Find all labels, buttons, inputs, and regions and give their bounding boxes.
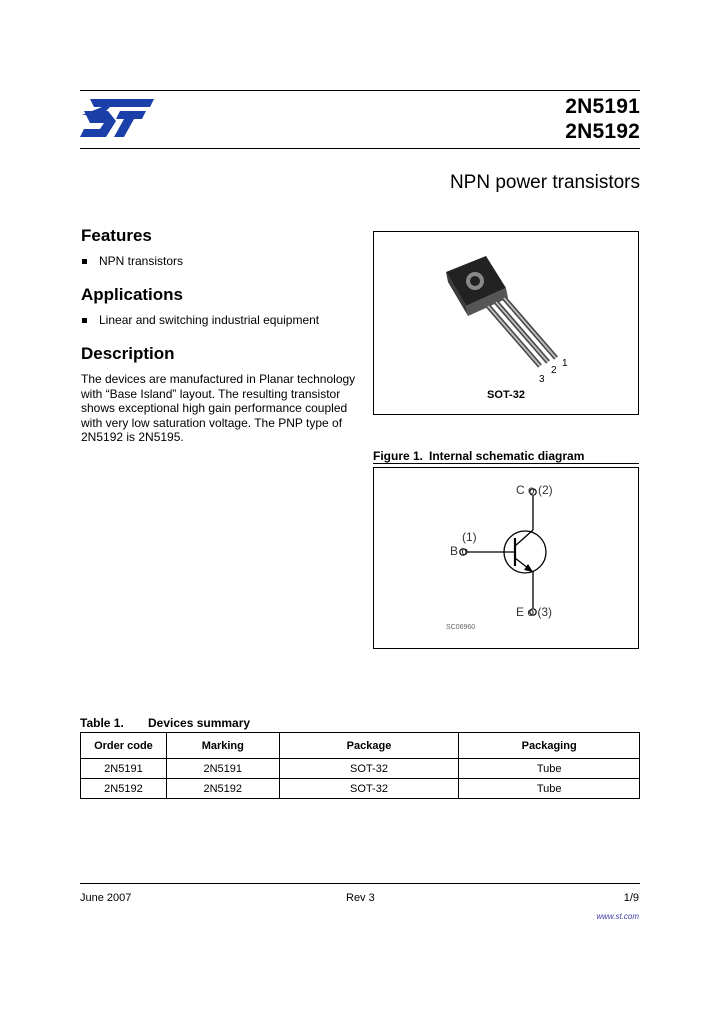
- table-row: [81, 759, 640, 779]
- package-label: SOT-32: [487, 389, 525, 401]
- figure-code: SC06960: [446, 624, 476, 631]
- applications-heading: Applications: [81, 285, 184, 304]
- pin-label-3: 3: [539, 374, 545, 385]
- header-rule-top: [80, 90, 640, 91]
- collector-label: C o (2): [516, 483, 553, 497]
- feature-item-text: NPN transistors: [99, 254, 184, 268]
- bullet-square-icon: [82, 318, 87, 323]
- footer-page-number: 1/9: [623, 892, 639, 904]
- table-cell: 2N5192: [81, 779, 167, 799]
- table-row: [81, 779, 640, 799]
- table-cell: SOT-32: [279, 759, 459, 779]
- table-cell: Tube: [459, 779, 640, 799]
- table1-title: Devices summary: [148, 716, 251, 730]
- bullet-square-icon: [82, 259, 87, 264]
- table-cell: 2N5191: [166, 759, 279, 779]
- pin-label-2: 2: [551, 365, 557, 376]
- package-figure: [373, 231, 639, 415]
- footer-url-link[interactable]: www.st.com: [596, 912, 639, 921]
- description-text: The devices are manufactured in Planar technology with “Base Island” layout. The resulting transistor shows exceptional high gain performance coupled with very low saturation voltage. The PNP type of 2N5192 is 2N5195.: [81, 372, 356, 444]
- header-rule-bottom: [80, 148, 640, 149]
- table-cell: 2N5191: [81, 759, 167, 779]
- figure1-caption-rule: [373, 463, 639, 464]
- table-cell: 2N5192: [166, 779, 279, 799]
- figure1-caption: [373, 449, 584, 463]
- document-subtitle: NPN power transistors: [449, 172, 640, 193]
- st-logo: [80, 97, 156, 139]
- column-header: Marking: [166, 733, 279, 759]
- table1-number: Table 1.: [80, 716, 124, 730]
- pin-label-1: 1: [562, 358, 568, 369]
- base-pin-label: (1): [462, 530, 477, 544]
- sot32-package-drawing: [442, 250, 572, 380]
- npn-transistor-symbol: [374, 468, 638, 648]
- figure1-number: Figure 1.: [373, 449, 424, 463]
- application-item-text: Linear and switching industrial equipment: [99, 313, 320, 327]
- column-header: Packaging: [459, 733, 640, 759]
- base-label: B o: [450, 544, 469, 558]
- part-number-1: 2N5191: [565, 95, 640, 118]
- devices-summary-table: [80, 732, 640, 799]
- application-item: [82, 313, 319, 327]
- footer-revision: Rev 3: [346, 892, 375, 904]
- column-header: Package: [279, 733, 459, 759]
- features-heading: Features: [81, 226, 152, 245]
- emitter-label: E o (3): [516, 605, 553, 619]
- column-header: Order code: [81, 733, 167, 759]
- footer-rule: [80, 883, 640, 884]
- figure1-title: Internal schematic diagram: [429, 449, 585, 463]
- part-number-2: 2N5192: [565, 120, 640, 143]
- footer-date: June 2007: [80, 892, 132, 904]
- table-header-row: [81, 733, 640, 759]
- schematic-figure: [373, 467, 639, 649]
- table-cell: SOT-32: [279, 779, 459, 799]
- feature-item: [82, 254, 183, 268]
- table1-caption: [80, 716, 250, 730]
- table-cell: Tube: [459, 759, 640, 779]
- description-heading: Description: [81, 344, 175, 363]
